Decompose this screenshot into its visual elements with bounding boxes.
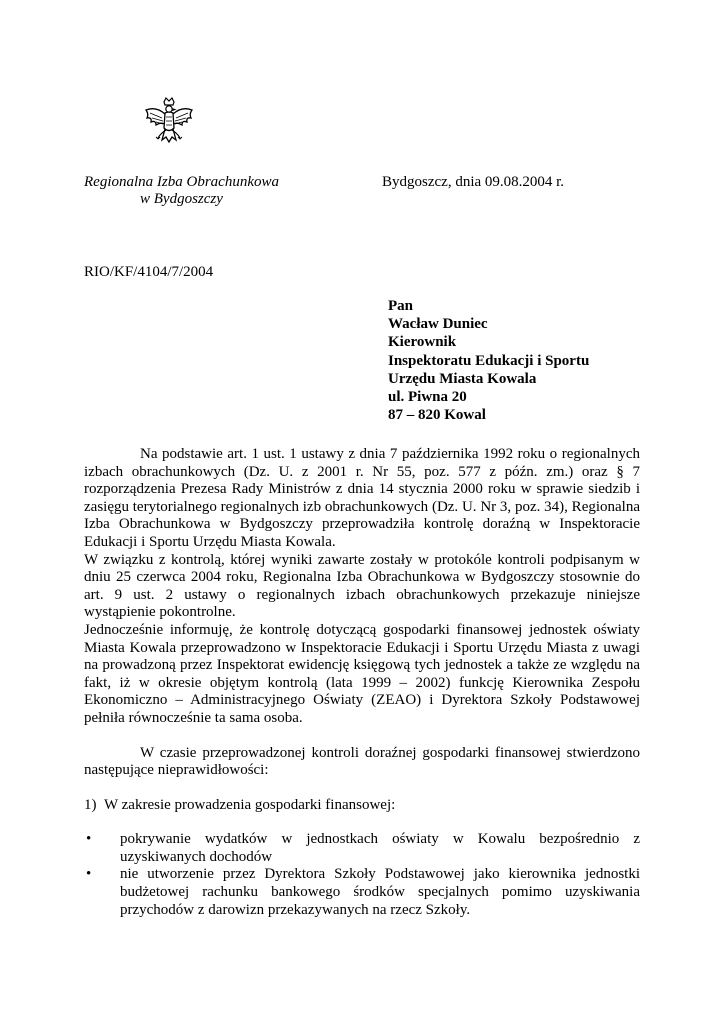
eagle-emblem-icon: [140, 96, 198, 154]
bullet-icon: •: [86, 866, 92, 883]
findings-list: [84, 831, 640, 919]
reference-number: RIO/KF/4104/7/2004: [84, 264, 214, 280]
recipient-line: Pan: [388, 298, 414, 314]
paragraph-findings-intro: W czasie przeprowadzonej kontroli doraźnej gospodarki finansowej stwierdzono następujące nieprawidłowości:: [84, 744, 640, 779]
recipient-line: ul. Piwna 20: [388, 388, 467, 405]
recipient-line: 87 – 820 Kowal: [388, 407, 486, 424]
section-title: 1) W zakresie prowadzenia gospodarki finansowej:: [84, 796, 396, 813]
paragraph-protocol: W związku z kontrolą, której wyniki zawarte zostały w protokóle kontroli podpisanym w dniu 25 czerwca 2004 roku, Regionalna Izba Obrachunkowa w Bydgoszczy stosownie do art. 9 ust. 2 ustawy o regionalnych izbach obrachunkowych przekazuje niniejsze wystąpienie pokontrolne.: [84, 551, 640, 621]
paragraph-information: Jednocześnie informuję, że kontrolę dotyczącą gospodarki finansowej jednostek oświaty Miasta Kowala przeprowadzono w Inspektoracie Edukacji i Sportu Urzędu Miasta z uwagi na prowadzoną przez Inspektorat ewidencję księgową tych jednostek a także ze względu na fakt, iż w okresie objętym kontrolą (lata 1999 – 2002) funkcję Kierownika Zespołu Ekonomiczno – Administracyjnego Oświaty (ZEAO) i Dyrektora Szkoły Podstawowej pełniła równocześnie ta sama osoba.: [84, 621, 640, 726]
recipient-line: Inspektoratu Edukacji i Sportu: [388, 352, 590, 369]
recipient-block: [388, 298, 589, 425]
letter-body: [84, 446, 640, 919]
list-item-text: nie utworzenie przez Dyrektora Szkoły Podstawowej jako kierownika jednostki budżetowej rachunku bankowego środków specjalnych pomimo uzyskiwania przychodów z darowizn przekazywanych na rzecz Szkoły.: [120, 866, 640, 918]
issuer-name: Regionalna Izba Obrachunkowa: [84, 174, 279, 190]
date-line: Bydgoszcz, dnia 09.08.2004 r.: [382, 174, 565, 190]
recipient-line: Wacław Duniec: [388, 316, 488, 333]
list-item: [84, 866, 640, 919]
issuer-city: w Bydgoszczy: [140, 191, 223, 207]
recipient-line: Kierownik: [388, 334, 457, 351]
paragraph-legal-basis: Na podstawie art. 1 ust. 1 ustawy z dnia 7 października 1992 roku o regionalnych izbach obrachunkowych (Dz. U. z 2001 r. Nr 55, poz. 577 z późn. zm.) oraz § 7 rozporządzenia Prezesa Rady Ministrów z dnia 14 stycznia 2000 roku w sprawie siedzib i zasięgu terytorialnego regionalnych izb obrachunkowych (Dz. U. Nr 3, poz. 34), Regionalna Izba Obrachunkowa w Bydgoszczy przeprowadziła kontrolę doraźną w Inspektoracie Edukacji i Sportu Urzędu Miasta Kowala.: [84, 446, 640, 550]
bullet-icon: •: [86, 831, 92, 848]
list-item-text: pokrywanie wydatków w jednostkach oświaty w Kowalu bezpośrednio z uzyskiwanych dochodów: [120, 831, 640, 865]
list-item: [84, 831, 640, 866]
recipient-line: Urzędu Miasta Kowala: [388, 370, 537, 387]
